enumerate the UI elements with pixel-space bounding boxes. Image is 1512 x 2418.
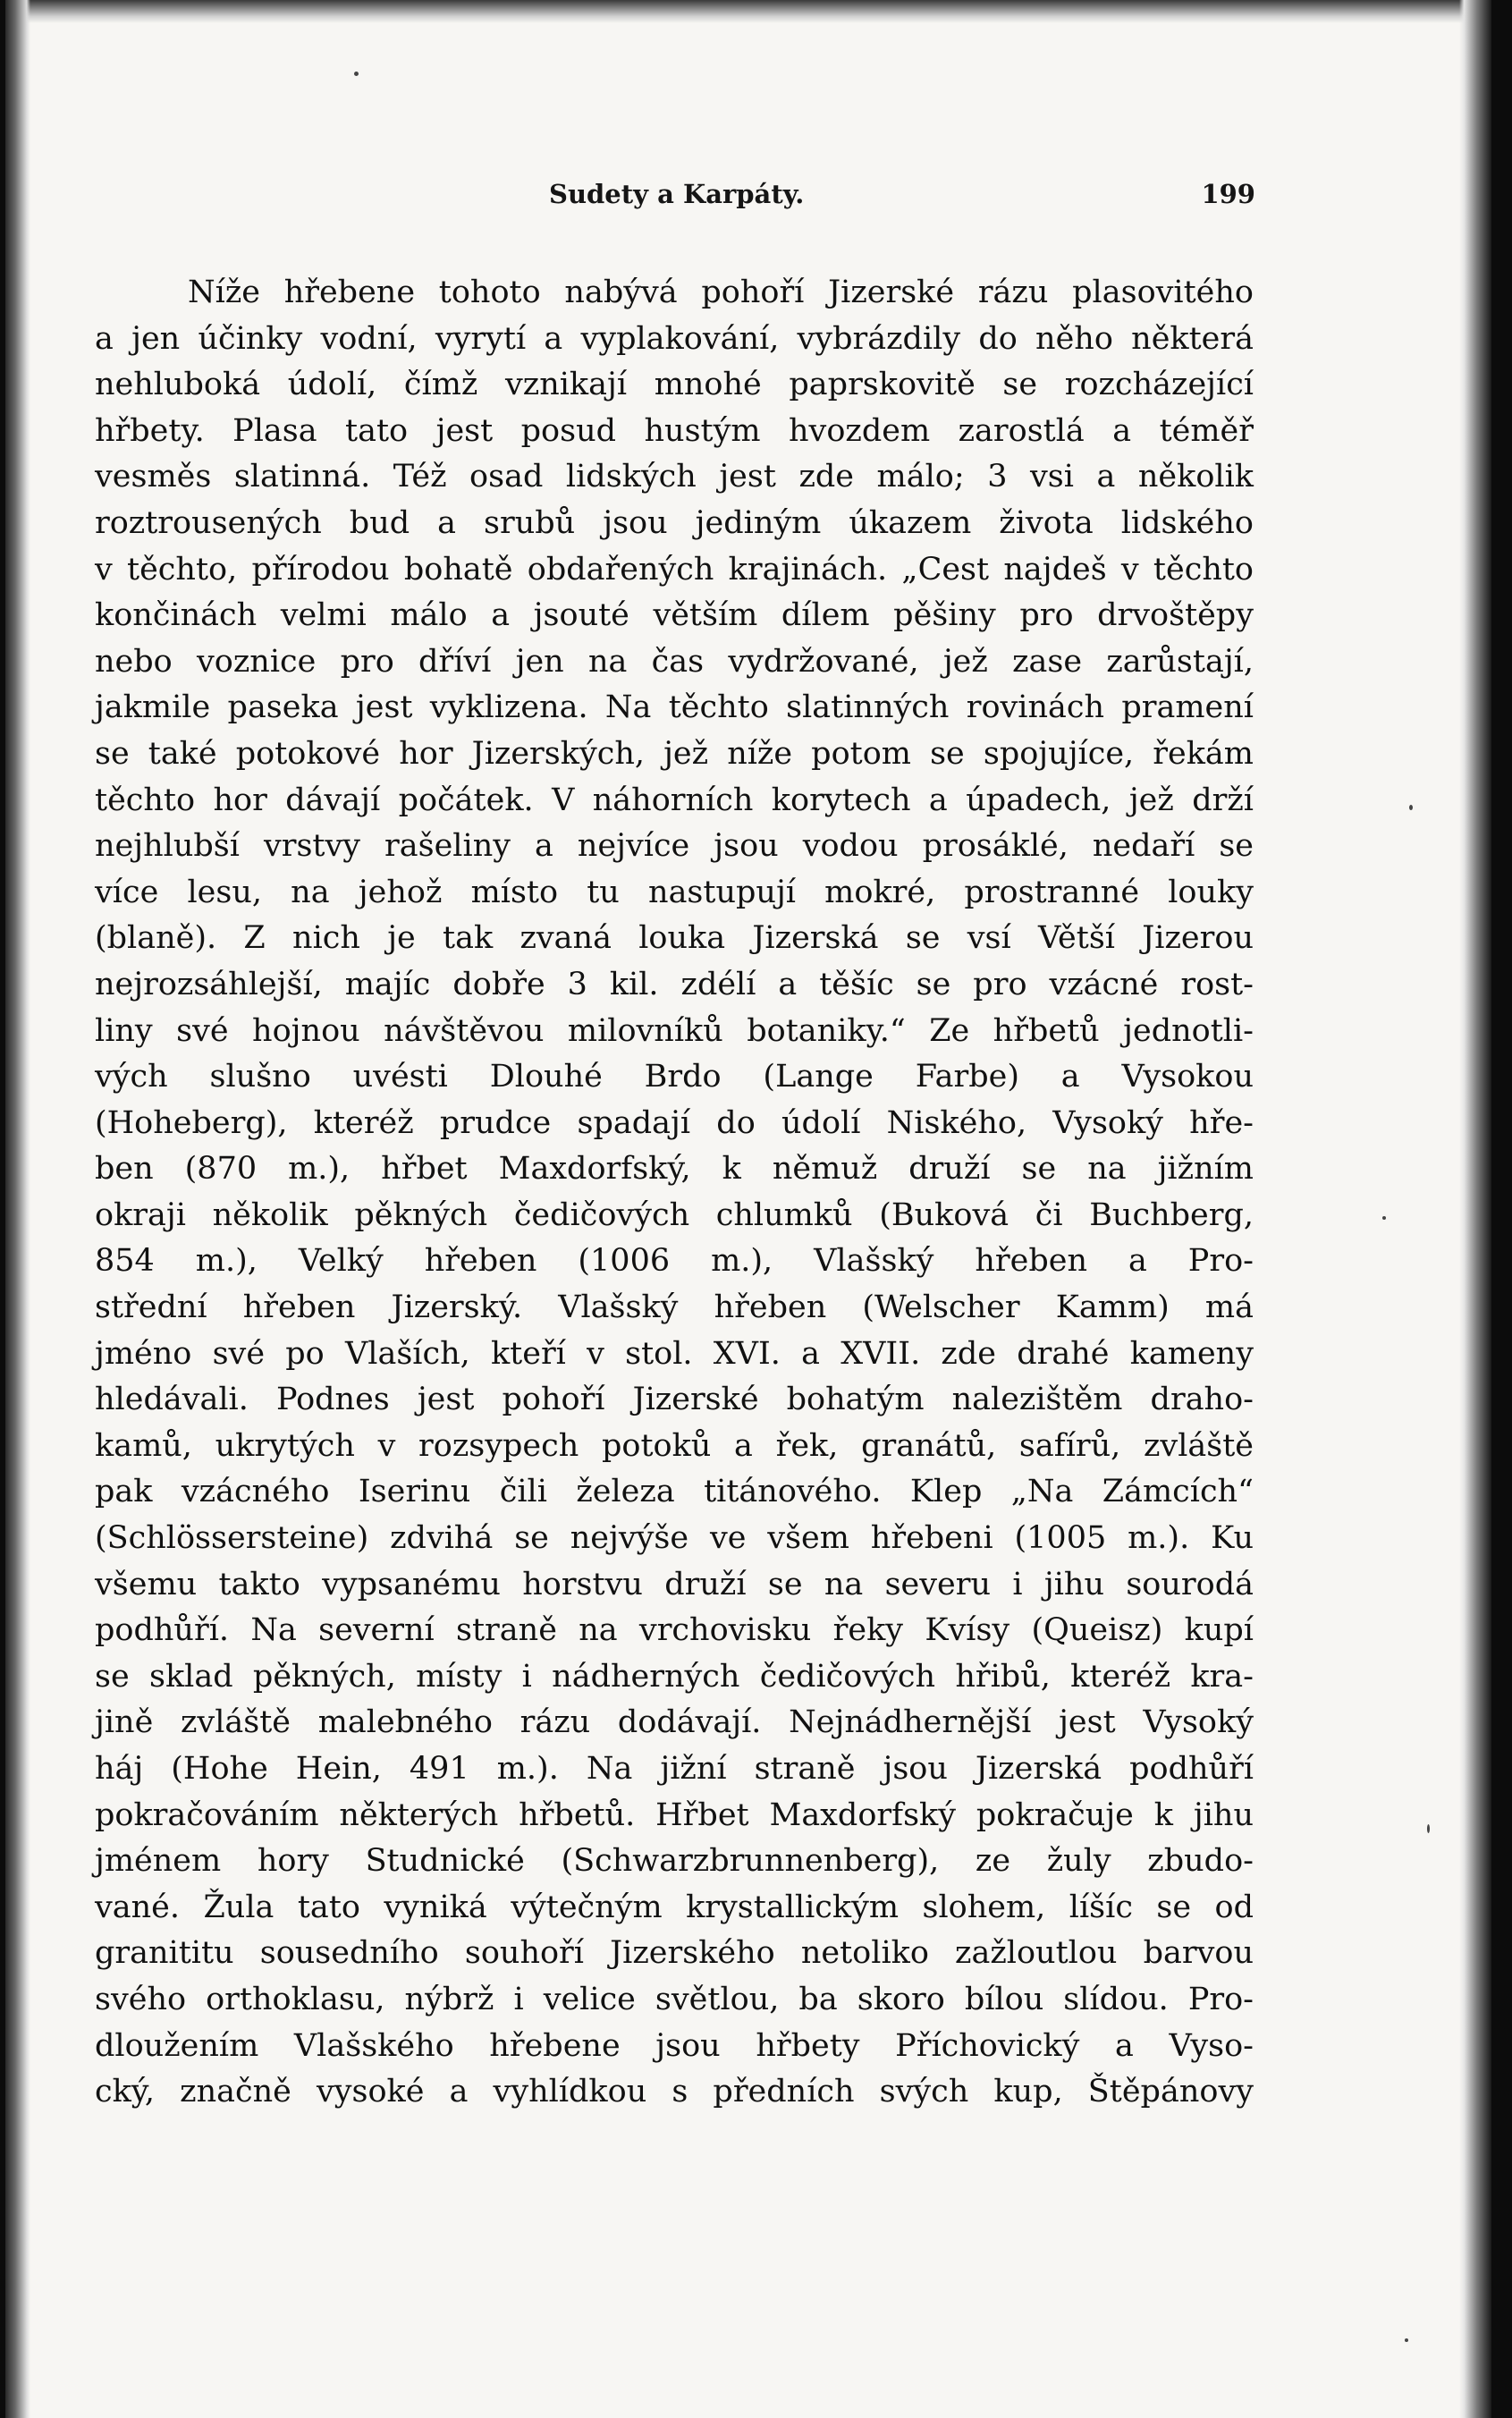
book-page	[5, 0, 1491, 2418]
print-speck	[354, 72, 359, 76]
text-line: ben (870 m.), hřbet Maxdorfský, k němuž druží se na jižním	[95, 1151, 1254, 1188]
text-line: v těchto, přírodou bohatě obdařených krajinách. „Cest najdeš v těchto	[95, 551, 1254, 588]
print-speck	[1409, 805, 1413, 810]
text-line: vesměs slatinná. Též osad lidských jest zde málo; 3 vsi a několik	[95, 459, 1254, 495]
text-line: vých slušno uvésti Dlouhé Brdo (Lange Farbe) a Vysokou	[95, 1059, 1254, 1095]
text-line: nebo voznice pro dříví jen na čas vydržované, jež zase zarůstají,	[95, 643, 1254, 680]
print-speck	[1382, 1216, 1386, 1220]
text-line: hřbety. Plasa tato jest posud hustým hvozdem zarostlá a téměř	[95, 412, 1254, 449]
text-line: a jen účinky vodní, vyrytí a vyplakování, vybrázdily do něho některá	[95, 320, 1254, 357]
text-line: (Hoheberg), kteréž prudce spadají do údolí Niského, Vysoký hře-	[95, 1104, 1254, 1141]
text-line: dloužením Vlašského hřebene jsou hřbety Příchovický a Vyso-	[95, 2027, 1254, 2064]
page-right-shadow	[1459, 0, 1491, 2418]
text-line: nejhlubší vrstvy rašeliny a nejvíce jsou vodou prosáklé, nedaří se	[95, 828, 1254, 865]
text-line: těchto hor dávají počátek. V náhorních korytech a úpadech, jež drží	[95, 782, 1254, 818]
text-line: liny své hojnou návštěvou milovníků botaniky.“ Ze hřbetů jednotli-	[95, 1012, 1254, 1049]
text-line: více lesu, na jehož místo tu nastupují mokré, prostranné louky	[95, 874, 1254, 910]
page-header	[93, 179, 1255, 218]
page-left-shadow	[5, 0, 30, 2418]
print-speck	[1405, 2338, 1408, 2342]
text-line: střední hřeben Jizerský. Vlašský hřeben (Welscher Kamm) má	[95, 1289, 1254, 1326]
text-line: Níže hřebene tohoto nabývá pohoří Jizerské rázu plasovitého	[188, 275, 1254, 310]
text-line: nehluboká údolí, čímž vznikají mnohé paprskovitě se rozcházející	[95, 367, 1254, 403]
text-line: nejrozsáhlejší, majíc dobře 3 kil. zdélí a těšíc se pro vzácné rost-	[95, 966, 1254, 1002]
text-line: všemu takto vypsanému horstvu druží se na severu i jihu sourodá	[95, 1566, 1254, 1602]
page-top-shadow	[5, 0, 1491, 23]
text-line: jméno své po Vlaších, kteří v stol. XVI. a XVII. zde drahé kameny	[95, 1335, 1254, 1372]
text-line: podhůří. Na severní straně na vrchovisku řeky Kvísy (Queisz) kupí	[95, 1612, 1254, 1649]
text-line: se sklad pěkných, místy i nádherných čedičových hřibů, kteréž kra-	[95, 1658, 1254, 1695]
print-speck	[1427, 1824, 1430, 1833]
text-line: háj (Hohe Hein, 491 m.). Na jižní straně jsou Jizerská podhůří	[95, 1751, 1254, 1787]
text-line: vané. Žula tato vyniká výtečným krystallickým slohem, líšíc se od	[95, 1889, 1254, 1925]
text-line: okraji několik pěkných čedičových chlumků (Buková či Buchberg,	[95, 1196, 1254, 1233]
text-line: (Schlössersteine) zdvihá se nejvýše ve všem hřebeni (1005 m.). Ku	[95, 1520, 1254, 1557]
text-line: roztrousených bud a srubů jsou jediným úkazem života lidského	[95, 504, 1254, 541]
text-line: cký, značně vysoké a vyhlídkou s předních svých kup, Štěpánovy	[95, 2074, 1254, 2110]
text-line: kamů, ukrytých v rozsypech potoků a řek, granátů, safírů, zvláště	[95, 1427, 1254, 1464]
page-number: 199	[1201, 179, 1255, 209]
text-line: (blaně). Z nich je tak zvaná louka Jizerská se vsí Větší Jizerou	[95, 920, 1254, 957]
text-line: pak vzácného Iserinu čili železa titánového. Klep „Na Zámcích“	[95, 1474, 1254, 1510]
text-line: jině zvláště malebného rázu dodávají. Nejnádhernější jest Vysoký	[95, 1704, 1254, 1741]
text-line: jménem hory Studnické (Schwarzbrunnenberg), ze žuly zbudo-	[95, 1843, 1254, 1880]
text-line: granititu sousedního souhoří Jizerského netoliko zažloutlou barvou	[95, 1935, 1254, 1972]
text-line: končinách velmi málo a jsouté větším dílem pěšiny pro drvoštěpy	[95, 597, 1254, 634]
text-line: 854 m.), Velký hřeben (1006 m.), Vlašský hřeben a Pro-	[95, 1243, 1254, 1280]
text-line: hledávali. Podnes jest pohoří Jizerské bohatým nalezištěm draho-	[95, 1382, 1254, 1418]
text-line: jakmile paseka jest vyklizena. Na těchto slatinných rovinách pramení	[95, 689, 1254, 726]
running-head: Sudety a Karpáty.	[549, 179, 805, 209]
text-line: se také potokové hor Jizerských, jež níže potom se spojujíce, řekám	[95, 735, 1254, 772]
text-line: svého orthoklasu, nýbrž i velice světlou, ba skoro bílou slídou. Pro-	[95, 1981, 1254, 2017]
text-line: pokračováním některých hřbetů. Hřbet Maxdorfský pokračuje k jihu	[95, 1797, 1254, 1833]
body-text	[95, 270, 1254, 2116]
